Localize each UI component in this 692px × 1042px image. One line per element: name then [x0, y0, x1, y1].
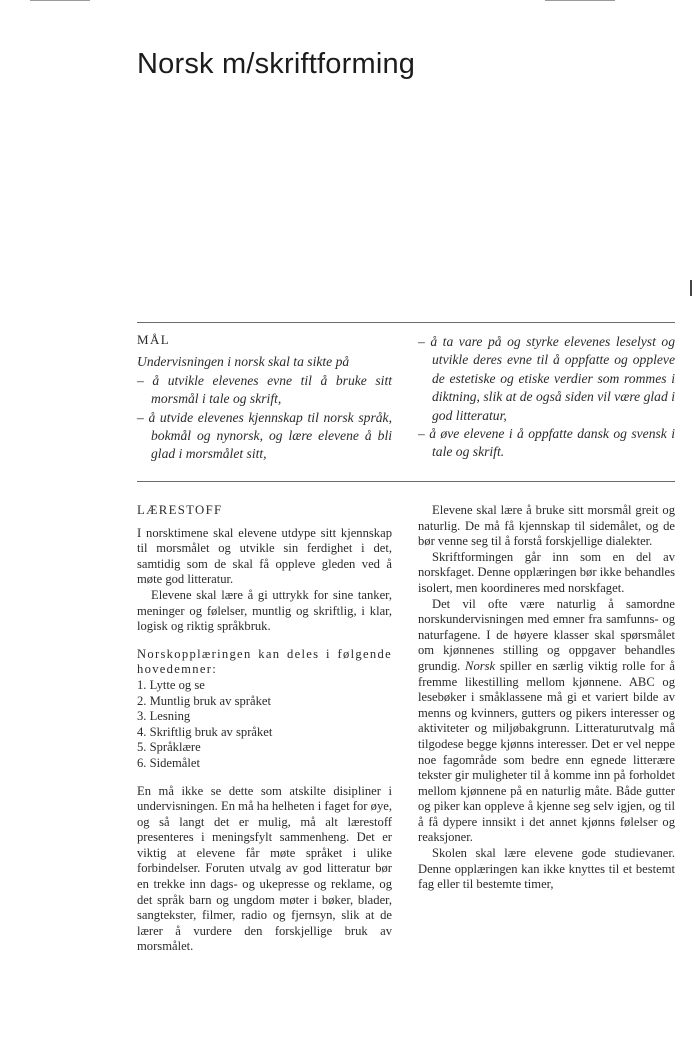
paragraph: Skolen skal lære elevene gode studievaner. Denne opplæringen kan ikke knyttes til et bestemt fag eller til bestemte timer, [418, 846, 675, 892]
list-item: 2. Muntlig bruk av språket [137, 693, 271, 708]
paragraph: Skriftformingen går inn som en del av norskfaget. Denne opplæringen bør ikke behandles isolert, men koordineres med norskfaget. [418, 549, 675, 595]
goals-left-column [137, 331, 392, 464]
paragraph-text: spiller en særlig viktig rolle for å fremme likestilling mellom kjønnene. ABC og lesebøker i småklassene må gi et variert bilde av menns og kvinners, gutters og pikers interesser og aktiviteter og miljøbakgrunn. Litteraturutvalg må tilgodese begge kjønns interesser. Det er vel neppe noe fagområde som bedre enn egnede litterære tekster gir muligheter til å komme inn på forholdet mellom kjønnene på en naturlig måte. Både gutter og piker kan oppleve å kjenne seg selv igjen, og til å få dypere innsikt i det annet kjønns følelser og reaksjoner. [418, 658, 675, 845]
list-item: 5. Språklære [137, 740, 201, 755]
goal-item: – å utvikle elevenes evne til å bruke sitt morsmål i tale og skrift, [137, 372, 392, 407]
content-left-column [137, 503, 392, 955]
divider-top [137, 322, 675, 323]
goals-intro: Undervisningen i norsk skal ta sikte på [137, 354, 350, 370]
section-heading: LÆRESTOFF [137, 503, 223, 517]
list-item: 1. Lytte og se [137, 677, 205, 692]
goal-item: – å ta vare på og styrke elevenes leselyst og utvikle deres evne til å oppfatte og oppleve de estetiske og etiske verdier som rommes i diktning, slik at de også siden vil være glad i god litteratur, [418, 334, 675, 423]
paragraph: Elevene skal lære å gi uttrykk for sine tanker, meninger og følelser, muntlig og skriftlig, i klar, logisk og riktig språkbruk. [137, 587, 392, 634]
goal-item: – å utvide elevenes kjennskap til norsk språk, bokmål og nynorsk, og lære elevene å bli glad i morsmålet sitt, [137, 409, 392, 462]
scan-edge-mark [545, 0, 615, 1]
scan-edge-mark [30, 0, 90, 1]
paragraph [418, 597, 675, 847]
list-item: 3. Lesning [137, 709, 191, 724]
divider-middle [137, 481, 675, 482]
goals-heading: MÅL [137, 332, 171, 347]
goal-item: – å øve elevene i å oppfatte dansk og svensk i tale og skrift. [418, 426, 675, 460]
topic-list [137, 678, 392, 772]
list-item: 4. Skriftlig bruk av språket [137, 724, 273, 739]
paragraph: Elevene skal lære å bruke sitt morsmål greit og naturlig. De må få kjennskap til sidemålet, og de bør venne seg til å forstå forskjellige dialekter. [418, 503, 675, 549]
content-right-column [418, 503, 675, 893]
list-item: 6. Sidemålet [137, 755, 200, 770]
paragraph-text: Det vil ofte være naturlig å samordne norskundervisningen med emner fra samfunns- og naturfagene. I de høyere klasser skal spørsmålet om kjønnenes stilling og oppgaver behandles grundig. [418, 596, 675, 673]
page-title: Norsk m/skriftforming [137, 48, 416, 80]
goals-right-column [418, 333, 675, 462]
paragraph: En må ikke se dette som atskilte disipliner i undervisningen. En må ha helheten i faget for øye, og så langt det er mulig, må alt lærestoff presenteres i meningsfylt sammenheng. Det er viktig at elevene får møte språket i ulike forbindelser. Foruten utvalg av god litteratur bør en trekke inn dags- og ukepresse og reklame, og det språk barn og ungdom møter i bøker, blader, sangtekster, filmer, radio og fjernsyn, slik at de lærer å vurdere den forskjellige bruk av morsmålet. [137, 783, 392, 954]
paragraph: I norsktimene skal elevene utdype sitt kjennskap til morsmålet og utvikle sin ferdighet i det, samtidig som de skal få oppleve gleden ved å møte god litteratur. [137, 525, 392, 587]
list-intro: Norskopplæringen kan deles i følgende hovedemner: [137, 646, 392, 677]
italic-term: Norsk [465, 658, 496, 673]
